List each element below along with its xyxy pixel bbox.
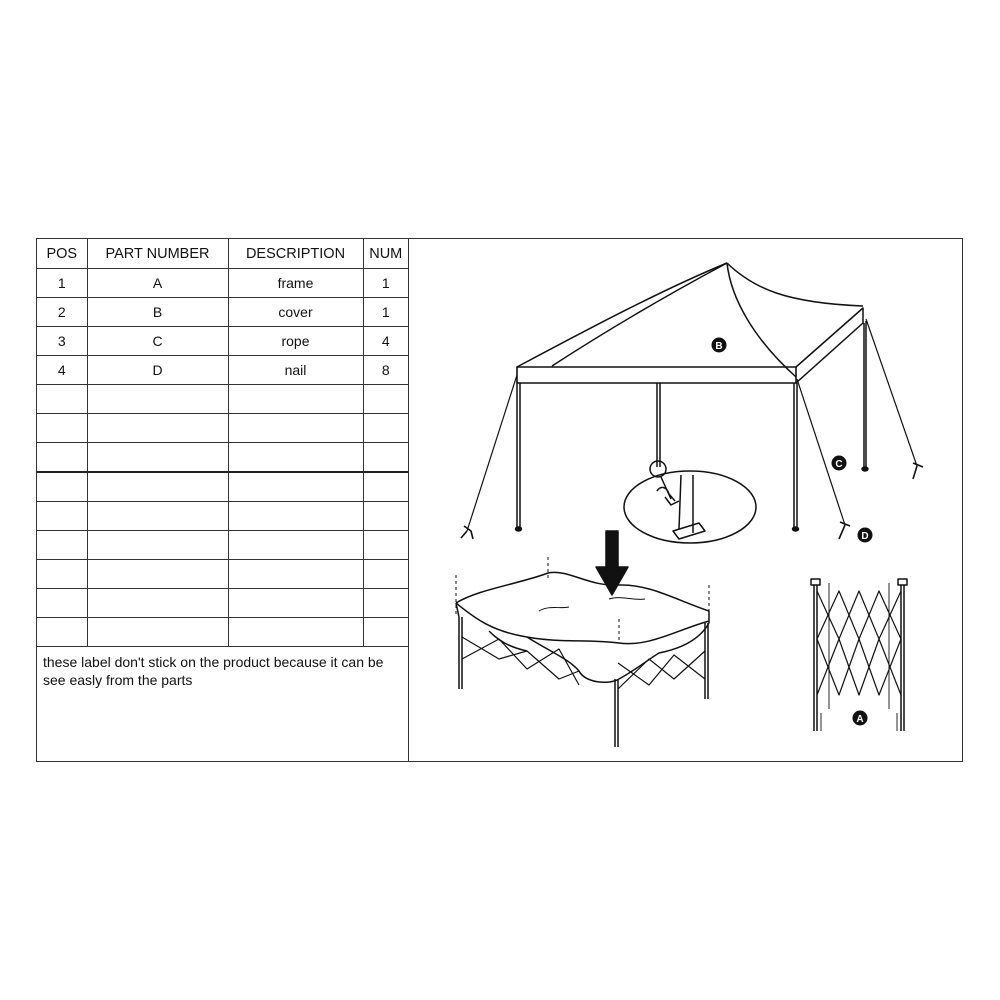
cell-part-number [87, 443, 228, 473]
table-row [37, 589, 408, 618]
cell-part-number: B [87, 298, 228, 327]
cell-description: cover [228, 298, 363, 327]
cell-part-number: D [87, 356, 228, 385]
assembly-sheet [36, 238, 963, 762]
tent-drawing-panel [409, 239, 962, 761]
header-part-number: PART NUMBER [87, 239, 228, 269]
table-row [37, 531, 408, 560]
callout-d [858, 528, 873, 543]
cell-pos [37, 385, 87, 414]
cell-part-number [87, 472, 228, 502]
cell-description: frame [228, 269, 363, 298]
table-row [37, 269, 408, 298]
cell-num: 8 [363, 356, 408, 385]
table-row [37, 502, 408, 531]
cell-description [228, 560, 363, 589]
cell-description [228, 531, 363, 560]
table-header-row [37, 239, 408, 269]
cell-num [363, 385, 408, 414]
cell-part-number [87, 560, 228, 589]
cell-num: 1 [363, 298, 408, 327]
cell-description [228, 589, 363, 618]
cell-pos [37, 443, 87, 473]
parts-list-panel [37, 239, 408, 761]
table-row [37, 472, 408, 502]
callout-c-label: C [835, 459, 843, 470]
cell-part-number [87, 385, 228, 414]
table-row [37, 414, 408, 443]
cell-part-number: C [87, 327, 228, 356]
tent-illustration [409, 239, 962, 761]
table-row [37, 560, 408, 589]
table-row [37, 618, 408, 647]
table-row [37, 356, 408, 385]
table-row [37, 443, 408, 473]
header-pos: POS [37, 239, 87, 269]
cell-part-number [87, 531, 228, 560]
cell-part-number: A [87, 269, 228, 298]
cell-pos: 3 [37, 327, 87, 356]
cell-pos [37, 414, 87, 443]
cell-description [228, 443, 363, 473]
cell-num [363, 589, 408, 618]
cell-description: rope [228, 327, 363, 356]
callout-c [832, 456, 847, 471]
cell-part-number [87, 502, 228, 531]
cell-description [228, 472, 363, 502]
cell-description [228, 618, 363, 647]
table-row [37, 298, 408, 327]
table-row [37, 385, 408, 414]
table-row [37, 327, 408, 356]
note-text: these label don't stick on the product because it can be see easly from the parts [43, 654, 384, 688]
header-num: NUM [363, 239, 408, 269]
cell-description: nail [228, 356, 363, 385]
cell-pos [37, 618, 87, 647]
cell-description [228, 502, 363, 531]
cell-pos [37, 560, 87, 589]
cell-description [228, 385, 363, 414]
cell-num [363, 618, 408, 647]
parts-table [37, 239, 408, 647]
cell-num: 4 [363, 327, 408, 356]
cell-description [228, 414, 363, 443]
callout-d-label: D [861, 531, 869, 542]
folded-frame [811, 579, 907, 731]
callout-b [712, 338, 727, 353]
cell-num [363, 472, 408, 502]
cell-pos [37, 502, 87, 531]
cell-pos: 1 [37, 269, 87, 298]
header-description: DESCRIPTION [228, 239, 363, 269]
cell-num [363, 502, 408, 531]
cell-pos: 4 [37, 356, 87, 385]
callout-a [853, 711, 868, 726]
cell-part-number [87, 589, 228, 618]
cover-on-frame [456, 531, 709, 747]
cell-num [363, 414, 408, 443]
cell-part-number [87, 618, 228, 647]
callout-b-label: B [715, 341, 723, 352]
cell-num [363, 560, 408, 589]
cell-pos [37, 589, 87, 618]
cell-pos [37, 472, 87, 502]
assembled-canopy [461, 263, 923, 543]
cell-num [363, 531, 408, 560]
callout-a-label: A [856, 714, 864, 725]
cell-pos [37, 531, 87, 560]
cell-part-number [87, 414, 228, 443]
cell-num: 1 [363, 269, 408, 298]
cell-num [363, 443, 408, 473]
cell-pos: 2 [37, 298, 87, 327]
